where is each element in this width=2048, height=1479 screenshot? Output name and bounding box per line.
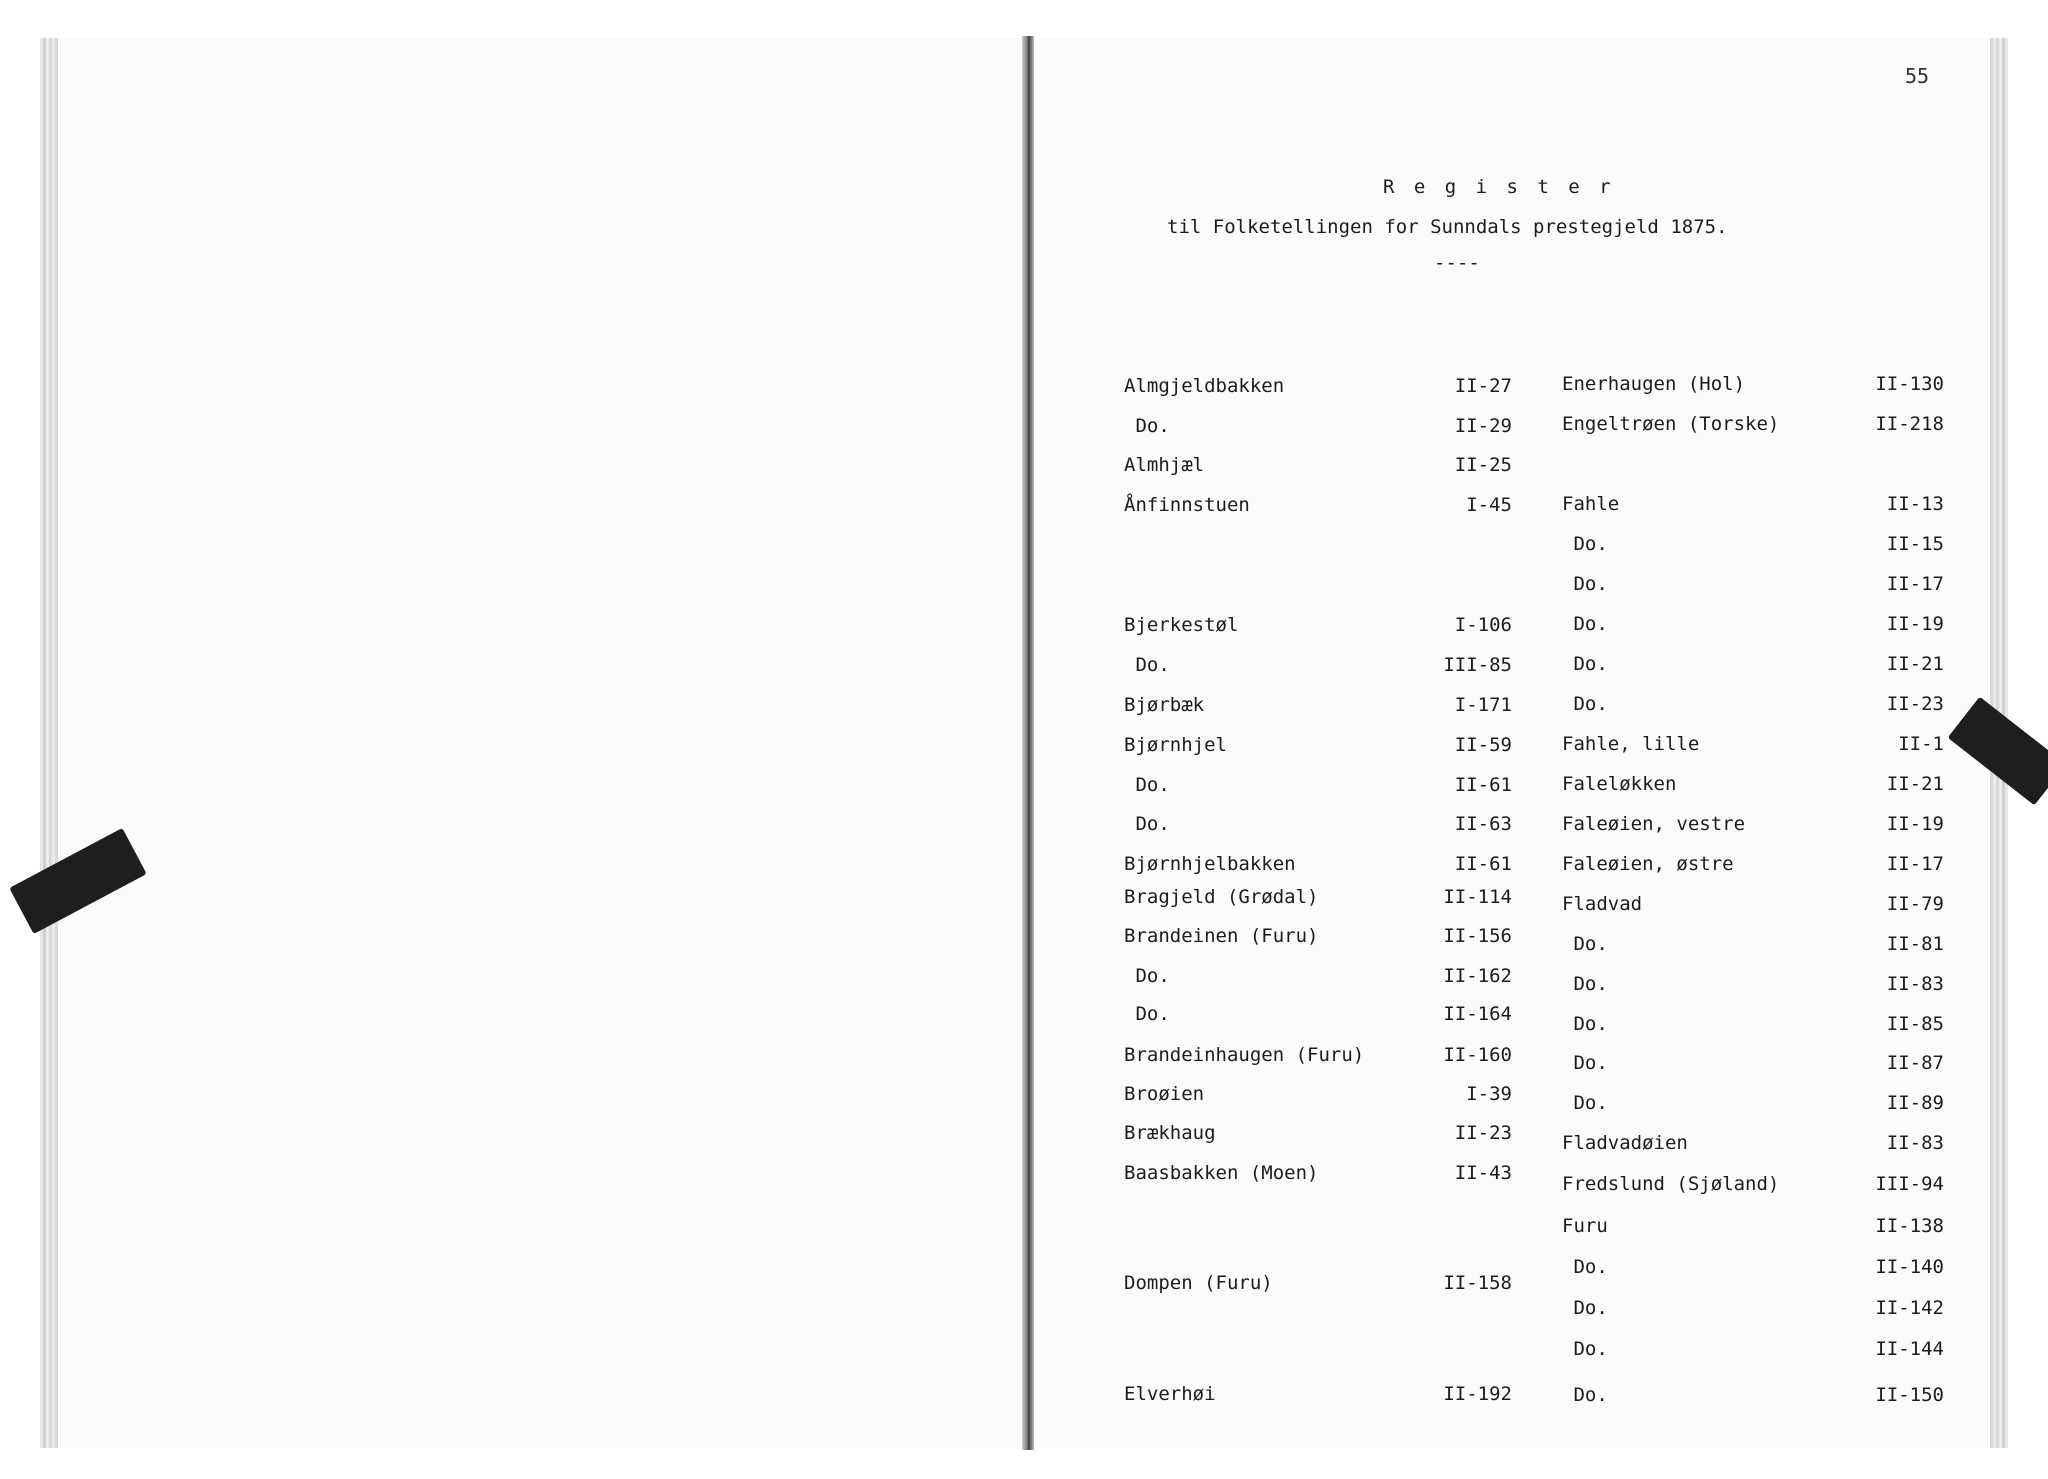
entry-name: Faleøien, østre bbox=[1562, 853, 1734, 875]
entry-name: Enerhaugen (Hol) bbox=[1562, 373, 1746, 395]
entry-reference: II-21 bbox=[1886, 653, 1944, 675]
left-column-entry bbox=[1124, 1383, 1512, 1417]
entry-name: Do. bbox=[1562, 693, 1608, 715]
right-column-entry bbox=[1562, 1215, 1944, 1249]
entry-name: Do. bbox=[1124, 774, 1170, 796]
entry-reference: II-87 bbox=[1886, 1052, 1944, 1074]
left-column-entry bbox=[1124, 1083, 1512, 1117]
entry-name: Do. bbox=[1562, 533, 1608, 555]
entry-reference: II-138 bbox=[1875, 1215, 1944, 1237]
entry-name: Brækhaug bbox=[1124, 1122, 1216, 1144]
right-column-entry bbox=[1562, 1173, 1944, 1207]
entry-reference: II-79 bbox=[1886, 893, 1944, 915]
right-column-entry bbox=[1562, 813, 1944, 847]
entry-reference: II-19 bbox=[1886, 813, 1944, 835]
left-column-entry bbox=[1124, 494, 1512, 528]
entry-name: Broøien bbox=[1124, 1083, 1205, 1105]
entry-reference: II-130 bbox=[1875, 373, 1944, 395]
entry-name: Do. bbox=[1562, 573, 1608, 595]
entry-reference: II-83 bbox=[1886, 973, 1944, 995]
entry-reference: I-39 bbox=[1466, 1083, 1512, 1105]
entry-reference: II-15 bbox=[1886, 533, 1944, 555]
entry-reference: I-171 bbox=[1454, 694, 1512, 716]
entry-name: Do. bbox=[1124, 1003, 1170, 1025]
entry-reference: II-114 bbox=[1443, 886, 1512, 908]
left-column-entry bbox=[1124, 654, 1512, 688]
entry-name: Dompen (Furu) bbox=[1124, 1272, 1273, 1294]
entry-name: Brandeinen (Furu) bbox=[1124, 925, 1319, 947]
right-column-entry bbox=[1562, 1256, 1944, 1290]
entry-name: Do. bbox=[1562, 1013, 1608, 1035]
left-page-blank bbox=[58, 38, 1024, 1448]
entry-name: Fredslund (Sjøland) bbox=[1562, 1173, 1780, 1195]
entry-name: Do. bbox=[1124, 415, 1170, 437]
entry-name: Do. bbox=[1562, 973, 1608, 995]
entry-name: Do. bbox=[1562, 1256, 1608, 1278]
right-column-entry bbox=[1562, 1052, 1944, 1086]
left-column-entry bbox=[1124, 454, 1512, 488]
entry-reference: II-25 bbox=[1454, 454, 1512, 476]
entry-name: Do. bbox=[1562, 653, 1608, 675]
entry-name: Bjerkestøl bbox=[1124, 614, 1239, 636]
left-column-entry bbox=[1124, 1044, 1512, 1078]
entry-name: Do. bbox=[1562, 1092, 1608, 1114]
right-column-entry bbox=[1562, 1338, 1944, 1372]
entry-name: Almgjeldbakken bbox=[1124, 375, 1285, 397]
entry-reference: II-23 bbox=[1454, 1122, 1512, 1144]
entry-reference: II-1 bbox=[1898, 733, 1944, 755]
entry-reference: II-156 bbox=[1443, 925, 1512, 947]
right-column-entry bbox=[1562, 1384, 1944, 1418]
right-column-entry bbox=[1562, 413, 1944, 447]
right-column-entry bbox=[1562, 1092, 1944, 1126]
entry-reference: II-140 bbox=[1875, 1256, 1944, 1278]
entry-reference: II-81 bbox=[1886, 933, 1944, 955]
entry-reference: III-94 bbox=[1875, 1173, 1944, 1195]
entry-reference: II-160 bbox=[1443, 1044, 1512, 1066]
entry-name: Fladvadøien bbox=[1562, 1132, 1688, 1154]
entry-reference: II-158 bbox=[1443, 1272, 1512, 1294]
entry-reference: II-83 bbox=[1886, 1132, 1944, 1154]
left-column-entry bbox=[1124, 734, 1512, 768]
entry-reference: II-142 bbox=[1875, 1297, 1944, 1319]
entry-name: Do. bbox=[1124, 654, 1170, 676]
entry-reference: II-17 bbox=[1886, 573, 1944, 595]
entry-name: Bragjeld (Grødal) bbox=[1124, 886, 1319, 908]
entry-reference: II-61 bbox=[1454, 853, 1512, 875]
entry-reference: I-106 bbox=[1454, 614, 1512, 636]
entry-name: Baasbakken (Moen) bbox=[1124, 1162, 1319, 1184]
right-column-entry bbox=[1562, 693, 1944, 727]
entry-name: Ånfinnstuen bbox=[1124, 494, 1250, 516]
book-gutter bbox=[1022, 36, 1034, 1450]
entry-name: Bjørnhjel bbox=[1124, 734, 1227, 756]
left-column-entry bbox=[1124, 774, 1512, 808]
left-column-entry bbox=[1124, 813, 1512, 847]
right-column-entry bbox=[1562, 533, 1944, 567]
left-column-entry bbox=[1124, 965, 1512, 999]
right-column-entry bbox=[1562, 373, 1944, 407]
right-column-entry bbox=[1562, 493, 1944, 527]
left-column-entry bbox=[1124, 886, 1512, 920]
left-column-entry bbox=[1124, 1162, 1512, 1196]
right-column-entry bbox=[1562, 1297, 1944, 1331]
entry-reference: II-29 bbox=[1454, 415, 1512, 437]
right-column-entry bbox=[1562, 613, 1944, 647]
entry-reference: II-19 bbox=[1886, 613, 1944, 635]
left-column-entry bbox=[1124, 1122, 1512, 1156]
right-column-entry bbox=[1562, 733, 1944, 767]
right-column-entry bbox=[1562, 773, 1944, 807]
entry-reference: II-13 bbox=[1886, 493, 1944, 515]
entry-reference: II-17 bbox=[1886, 853, 1944, 875]
left-column-entry bbox=[1124, 375, 1512, 409]
right-column-entry bbox=[1562, 1013, 1944, 1047]
left-column-entry bbox=[1124, 614, 1512, 648]
entry-reference: II-23 bbox=[1886, 693, 1944, 715]
entry-name: Fahle bbox=[1562, 493, 1620, 515]
entry-name: Bjørnhjelbakken bbox=[1124, 853, 1296, 875]
left-column-entry bbox=[1124, 694, 1512, 728]
right-column-entry bbox=[1562, 973, 1944, 1007]
entry-reference: II-164 bbox=[1443, 1003, 1512, 1025]
entry-reference: II-218 bbox=[1875, 413, 1944, 435]
entry-name: Do. bbox=[1562, 933, 1608, 955]
entry-name: Bjørbæk bbox=[1124, 694, 1205, 716]
entry-name: Do. bbox=[1562, 1384, 1608, 1406]
entry-name: Fladvad bbox=[1562, 893, 1643, 915]
entry-reference: II-192 bbox=[1443, 1383, 1512, 1405]
entry-name: Do. bbox=[1562, 1338, 1608, 1360]
entry-reference: II-150 bbox=[1875, 1384, 1944, 1406]
entry-reference: II-63 bbox=[1454, 813, 1512, 835]
entry-name: Engeltrøen (Torske) bbox=[1562, 413, 1780, 435]
entry-name: Elverhøi bbox=[1124, 1383, 1216, 1405]
entry-name: Do. bbox=[1124, 965, 1170, 987]
entry-reference: II-61 bbox=[1454, 774, 1512, 796]
left-column-entry bbox=[1124, 1272, 1512, 1306]
right-column-entry bbox=[1562, 1132, 1944, 1166]
page-number: 55 bbox=[1905, 64, 1930, 88]
entry-reference: II-144 bbox=[1875, 1338, 1944, 1360]
left-column-entry bbox=[1124, 853, 1512, 887]
entry-name: Furu bbox=[1562, 1215, 1608, 1237]
entry-name: Almhjæl bbox=[1124, 454, 1205, 476]
register-subtitle: til Folketellingen for Sunndals prestegjeld 1875. bbox=[1167, 216, 1728, 238]
entry-name: Brandeinhaugen (Furu) bbox=[1124, 1044, 1365, 1066]
entry-reference: III-85 bbox=[1443, 654, 1512, 676]
entry-reference: II-43 bbox=[1454, 1162, 1512, 1184]
entry-name: Do. bbox=[1562, 1052, 1608, 1074]
entry-name: Faleøien, vestre bbox=[1562, 813, 1746, 835]
right-column-entry bbox=[1562, 853, 1944, 887]
left-column-entry bbox=[1124, 415, 1512, 449]
right-column-entry bbox=[1562, 893, 1944, 927]
entry-name: Do. bbox=[1562, 1297, 1608, 1319]
title-rule: ---- bbox=[1434, 252, 1480, 274]
entry-name: Do. bbox=[1562, 613, 1608, 635]
right-column-entry bbox=[1562, 653, 1944, 687]
entry-name: Do. bbox=[1124, 813, 1170, 835]
left-column-entry bbox=[1124, 1003, 1512, 1037]
entry-reference: II-59 bbox=[1454, 734, 1512, 756]
entry-reference: II-162 bbox=[1443, 965, 1512, 987]
entry-name: Fahle, lille bbox=[1562, 733, 1700, 755]
entry-name: Faleløkken bbox=[1562, 773, 1677, 795]
entry-reference: II-21 bbox=[1886, 773, 1944, 795]
right-column-entry bbox=[1562, 573, 1944, 607]
entry-reference: II-27 bbox=[1454, 375, 1512, 397]
entry-reference: II-85 bbox=[1886, 1013, 1944, 1035]
entry-reference: II-89 bbox=[1886, 1092, 1944, 1114]
register-title: R e g i s t e r bbox=[1383, 176, 1615, 198]
left-column-entry bbox=[1124, 925, 1512, 959]
right-column-entry bbox=[1562, 933, 1944, 967]
entry-reference: I-45 bbox=[1466, 494, 1512, 516]
